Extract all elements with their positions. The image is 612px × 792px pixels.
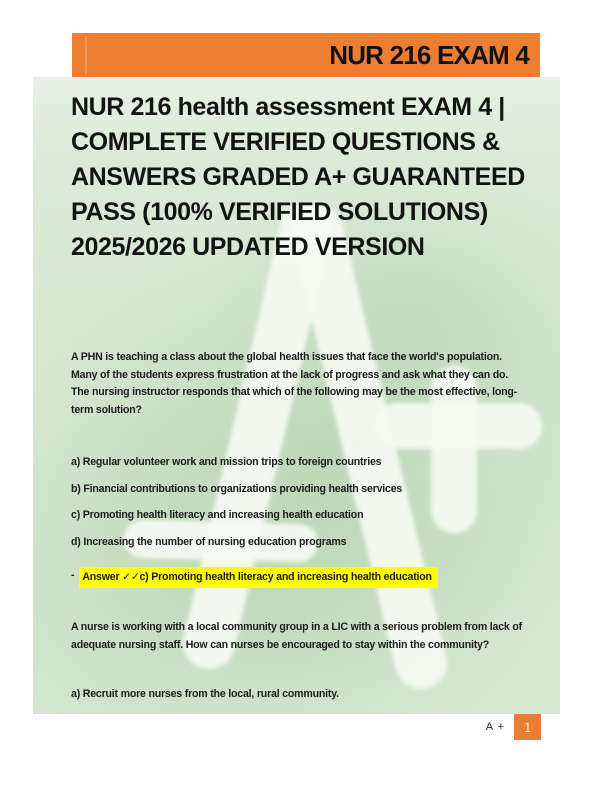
question-1-line: term solution? [71, 403, 142, 416]
page-footer [486, 714, 541, 740]
answer-highlight: Answer ✓✓c) Promoting health literacy and increasing health education [79, 567, 438, 588]
option-c: c) Promoting health literacy and increasing health education [71, 509, 364, 521]
page-number-badge [514, 714, 541, 740]
title-line: ANSWERS GRADED A+ GUARANTEED [71, 163, 525, 191]
header-bar [72, 33, 540, 77]
option-a: a) Recruit more nurses from the local, rural community. [71, 688, 339, 700]
question-2-line: A nurse is working with a local community group in a LIC with a serious problem from lack of [71, 621, 522, 633]
header-fold-line [85, 36, 87, 74]
header-title: NUR 216 EXAM 4 [329, 39, 529, 70]
title-line: COMPLETE VERIFIED QUESTIONS & [71, 128, 500, 156]
question-1-options [71, 454, 552, 551]
question-1-line: Many of the students express frustration at the lack of progress and ask what they can do. [71, 368, 509, 381]
option-b: b) Financial contributions to organizations providing health services [71, 482, 403, 495]
page-number: 1 [523, 719, 532, 735]
option-d: d) Increasing the number of nursing education programs [71, 535, 347, 548]
content-panel [33, 77, 560, 714]
question-2-line: adequate nursing staff. How can nurses be encouraged to stay within the community? [71, 638, 490, 651]
answer-dash: - [71, 569, 75, 581]
question-2 [71, 619, 552, 654]
question-1-line: The nursing instructor responds that which of the following may be the most effective, long- [71, 386, 517, 398]
question-2-options [71, 686, 552, 704]
title-line: 2025/2026 UPDATED VERSION [71, 233, 425, 261]
question-1 [71, 349, 552, 419]
option-a: a) Regular volunteer work and mission trips to foreign countries [71, 456, 382, 468]
question-1-line: A PHN is teaching a class about the global health issues that face the world's population. [71, 351, 502, 363]
document-title [71, 90, 552, 265]
footer-brand: A + [485, 721, 505, 733]
title-line: NUR 216 health assessment EXAM 4 | [71, 93, 505, 121]
title-line: PASS (100% VERIFIED SOLUTIONS) [71, 198, 488, 226]
answer-line [71, 567, 552, 588]
